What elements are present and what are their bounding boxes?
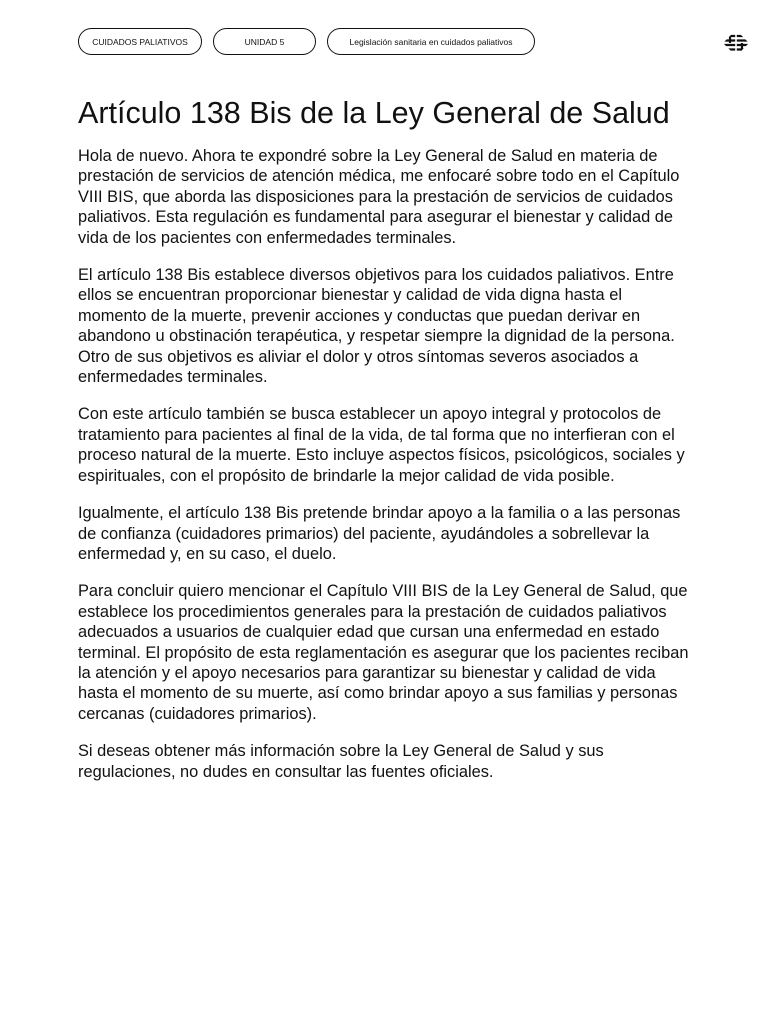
breadcrumb-course-pill[interactable]: CUIDADOS PALIATIVOS xyxy=(78,28,202,55)
article xyxy=(78,96,692,799)
article-paragraph: Si deseas obtener más información sobre la Ley General de Salud y sus regulaciones, no dudes en consultar las fuentes oficiales. xyxy=(78,742,604,781)
breadcrumb-topic-pill[interactable]: Legislación sanitaria en cuidados paliativos xyxy=(327,28,535,55)
article-paragraph: Igualmente, el artículo 138 Bis pretende brindar apoyo a la familia o a las personas de confianza (cuidadores primarios) del paciente, ayudándoles a sobrellevar la enfermedad y, en su caso, el duelo. xyxy=(78,504,681,563)
diamond-stripes-icon xyxy=(723,30,749,56)
article-paragraph: Hola de nuevo. Ahora te expondré sobre la Ley General de Salud en materia de prestación de servicios de atención médica, me enfocaré sobre todo en el Capítulo VIII BIS, que aborda las disposiciones para la prestación de servicios de cuidados paliativos. Esta regulación es fundamental para asegurar el bienestar y calidad de vida de los pacientes con enfermedades terminales. xyxy=(78,147,680,247)
breadcrumb-unit-pill[interactable]: UNIDAD 5 xyxy=(213,28,316,55)
article-paragraph: Con este artículo también se busca establecer un apoyo integral y protocolos de tratamiento para pacientes al final de la vida, de tal forma que no interfieran con el proceso natural de la muerte. Esto incluye aspectos físicos, psicológicos, sociales y espirituales, con el propósito de brindarle la mejor calidad de vida posible. xyxy=(78,405,685,485)
article-paragraph: El artículo 138 Bis establece diversos objetivos para los cuidados paliativos. Entre ellos se encuentran proporcionar bienestar y calidad de vida digna hasta el momento de la muerte, prevenir acciones y conductas que puedan derivar en abandono u obstinación terapéutica, y respetar siempre la dignidad de la persona. Otro de sus objetivos es aliviar el dolor y otros síntomas severos asociados a enfermedades terminales. xyxy=(78,266,675,387)
article-paragraph: Para concluir quiero mencionar el Capítulo VIII BIS de la Ley General de Salud, que establece los procedimientos generales para la prestación de cuidados paliativos adecuados a usuarios de cualquier edad que cursan una enfermedad en estado terminal. El propósito de esta reglamentación es asegurar que los pacientes reciban la atención y el apoyo necesarios para garantizar su bienestar y calidad de vida hasta el momento de su muerte, así como brindar apoyo a sus familias y personas cercanas (cuidadores primarios). xyxy=(78,582,689,723)
breadcrumb xyxy=(78,28,535,55)
article-title: Artículo 138 Bis de la Ley General de Salud xyxy=(78,96,670,130)
